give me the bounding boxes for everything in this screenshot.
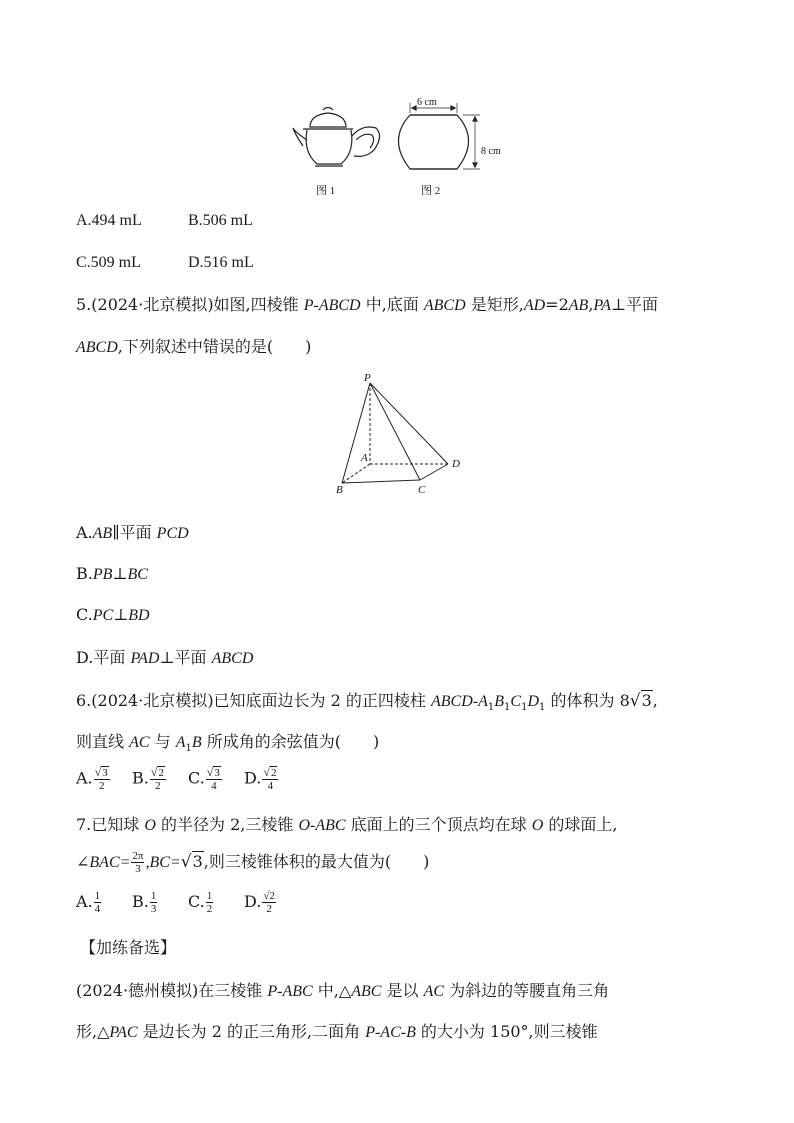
sqrt-3: √3: [629, 691, 652, 711]
q6-question: 所成角的余弦值为( ): [201, 732, 380, 751]
figure-1-caption: 图 1: [316, 185, 336, 197]
extra-dihedral: P-AC-B: [365, 1024, 416, 1041]
option-text: ⊥: [113, 605, 129, 624]
q4-option-d: D.516 mL: [188, 254, 254, 271]
extra-text: 为斜边的等腰直角三角: [444, 981, 610, 1000]
sphere-o: O: [144, 817, 156, 834]
q5-text: 中,底面: [360, 295, 424, 314]
teapot-drawing: [293, 108, 380, 167]
q4-options-row-1: [76, 210, 253, 232]
q6-options: [76, 766, 279, 796]
q5-seg-ad: AD: [523, 297, 546, 314]
q7-options: [76, 890, 277, 920]
option-label: D.平面: [76, 648, 131, 667]
q6-text: 则直线: [76, 732, 130, 751]
q7-option-a: A. $\frac{1}{4}$: [76, 890, 101, 915]
extra-segment: AC: [423, 983, 445, 1000]
option-symbol: PC: [92, 607, 114, 624]
q6-text: 的体积为 8: [545, 691, 630, 710]
edge-pc: [370, 383, 420, 480]
q5-option-b: [76, 563, 148, 586]
q5-text: ⊥平面: [610, 295, 658, 314]
vertex-label-a: A: [361, 452, 368, 464]
q6-line-a1b: A: [175, 734, 186, 751]
q5-base: ABCD: [423, 297, 466, 314]
q4-option-c: C.509 mL: [76, 254, 141, 271]
q5-option-a: [76, 522, 189, 545]
extra-text: 形,△: [76, 1022, 110, 1041]
q6-option-b: B. $\frac{√2}{2}$: [132, 765, 164, 792]
q5-seg-pa: PA: [593, 297, 611, 314]
q5-solid: P-ABCD: [303, 297, 361, 314]
vertex-label-c: C: [418, 484, 426, 496]
q6-line-a1b: B: [191, 734, 202, 751]
q7-stem-line-1: [76, 814, 618, 837]
width-dimension-label: 6 cm: [417, 97, 437, 108]
q7-question: ,则三棱锥体积的最大值为( ): [203, 852, 430, 871]
option-label: C.: [76, 605, 93, 624]
extra-text: 是以: [381, 981, 424, 1000]
extra-text: 的大小为 150°,则三棱锥: [415, 1022, 598, 1041]
option-symbol: AB: [92, 525, 113, 542]
vertex-label-p: P: [364, 372, 371, 384]
q5-text: =2: [545, 295, 569, 314]
height-dimension-label: 8 cm: [481, 146, 501, 157]
q6-option-d: D. $\frac{√2}{4}$: [244, 765, 277, 792]
q7-option-c: C. $\frac{1}{2}$: [188, 890, 213, 915]
q6-option-a: A. $\frac{√3}{2}$: [76, 765, 108, 792]
vessel-drawing: [399, 103, 481, 169]
q7-text: 底面上的三个顶点均在球: [345, 815, 532, 834]
option-text: ∥平面: [112, 523, 157, 542]
q6-text: 与: [149, 732, 176, 751]
edge-cd: [420, 464, 448, 480]
q7-bc: ,BC=: [145, 854, 181, 871]
option-symbol: PB: [92, 566, 113, 583]
option-symbol: BC: [127, 566, 148, 583]
option-symbol: BD: [128, 607, 150, 624]
extra-heading: 【加练备选】: [80, 938, 177, 957]
edge-bc: [342, 480, 420, 483]
option-label: A.: [76, 523, 93, 542]
edge-pb: [342, 383, 370, 483]
q6-line-ac: AC: [129, 734, 150, 751]
q6-solid: ABCD-A: [431, 693, 488, 710]
option-text: ⊥平面: [159, 648, 212, 667]
q4-option-b: B.506 mL: [188, 212, 253, 229]
extra-line-2: [76, 1021, 598, 1044]
sqrt-3: √3: [180, 852, 203, 872]
figure-2-caption: 图 2: [421, 185, 441, 197]
q7-text: 的半径为 2,三棱锥: [155, 815, 299, 834]
extra-text: 中,△: [312, 981, 352, 1000]
sphere-o: O: [531, 817, 544, 834]
vertex-label-d: D: [452, 458, 460, 470]
q7-option-d: D. $\frac{√2}{2}$: [244, 890, 275, 915]
extra-line-1: [76, 980, 609, 1003]
q5-stem-line-1: [76, 294, 658, 317]
q6-stem-line-2: 则直线 AC 与 $A_1B$ 所成角的余弦值为( ): [76, 732, 380, 755]
q5-base: ABCD: [76, 339, 118, 356]
q5-option-c: [76, 604, 150, 627]
option-symbol: PAD: [130, 650, 160, 667]
edge-pd: [370, 383, 448, 464]
option-symbol: ABCD: [211, 650, 254, 667]
q5-text: 是矩形,: [465, 295, 524, 314]
q5-text: ,: [588, 295, 594, 314]
q7-stem-line-2: [76, 850, 429, 880]
q6-prefix: 6.(2024·北京模拟)已知底面边长为 2 的正四棱柱: [76, 691, 431, 710]
q6-text: ,: [652, 691, 658, 710]
q7-angle: ∠BAC=: [76, 854, 131, 871]
q7-option-b: B. $\frac{1}{3}$: [132, 890, 157, 915]
q7-text: 的球面上,: [543, 815, 618, 834]
option-label: B.: [76, 564, 93, 583]
q4-options-row-2: [76, 252, 254, 274]
q4-option-a: A.494 mL: [76, 212, 142, 229]
extra-solid: P-ABC: [267, 983, 313, 1000]
q5-option-d: [76, 647, 253, 670]
q7-solid: O-ABC: [298, 817, 346, 834]
pyramid-figure: [330, 370, 470, 500]
extra-triangle: PAC: [109, 1024, 138, 1041]
q5-seg-ab: AB: [568, 297, 589, 314]
extra-text: 是边长为 2 的正三角形,二面角: [137, 1022, 366, 1041]
fraction-2pi-3: $\frac{2\pi}{3}$: [132, 850, 144, 875]
q7-prefix: 7.已知球: [76, 815, 145, 834]
q5-prefix: 5.(2024·北京模拟)如图,四棱锥: [76, 295, 304, 314]
q5-stem-line-2: [76, 336, 311, 359]
vertex-label-b: B: [336, 484, 343, 496]
option-text: ⊥: [112, 564, 128, 583]
extra-text: (2024·德州模拟)在三棱锥: [76, 981, 268, 1000]
option-symbol: PCD: [156, 525, 189, 542]
extra-triangle: ABC: [351, 983, 382, 1000]
q6-stem-line-1: 6.(2024·北京模拟)已知底面边长为 2 的正四棱柱 ABCD-$A_1B_1C_1D_1$ 的体积为 8√3,: [76, 691, 658, 714]
q5-question: ,下列叙述中错误的是( ): [117, 337, 312, 356]
q6-option-c: C. $\frac{√3}{4}$: [188, 765, 220, 792]
